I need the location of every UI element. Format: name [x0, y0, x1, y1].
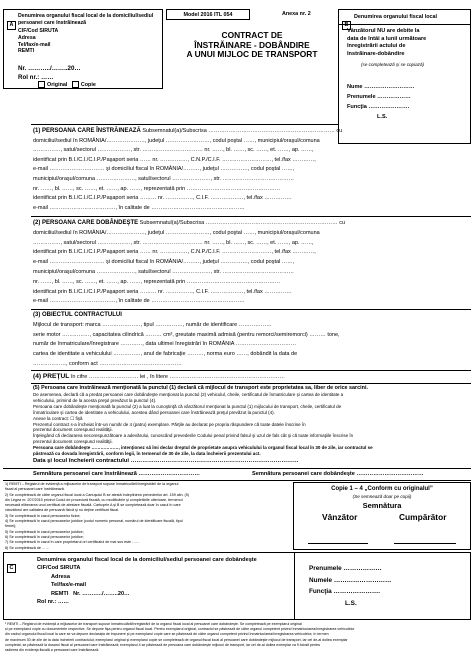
- section-2-line-6[interactable]: nr. ……, bl. ……, sc. ……, et. ……, ap. ……, reprezentată prin ……………………………………………: [33, 278, 281, 285]
- section-3-title: (3) OBIECTUL CONTRACTULUI: [33, 312, 122, 318]
- box-a-rol[interactable]: Rol nr.: ……: [18, 74, 54, 81]
- box-b-function-field[interactable]: Funcţia ………………….: [347, 104, 410, 110]
- box-a-seller-fiscal-office: [3, 9, 163, 89]
- note-line-10: 6) Se completează în cazul persoanelor juridice;: [5, 534, 84, 539]
- section-5-para-8: Înţelegând că declararea necorespunzătoare a adevărului, cunoscând prevederile Codului penal privind falsul şi uzul de fals cât şi că toate informaţiile înscrise în: [33, 433, 354, 439]
- note-line-3: din Legea nr. 207/2015 privind Codul de procedură fiscală, cu modificările şi completările ulterioare, termenul: [5, 497, 183, 502]
- copy-conform-sub: (Se semnează doar pe copii): [352, 494, 412, 499]
- box-c-nr[interactable]: Nr. ………../……..20…: [73, 590, 130, 597]
- buyer-signature[interactable]: Semnătura persoanei care dobândeşte ………………………………: [252, 471, 424, 477]
- contract-title-line-1: CONTRACT DE: [221, 30, 283, 40]
- box-b-letter: B: [342, 21, 351, 30]
- box-c-contact: Tel/fax/e-mail: [51, 582, 87, 589]
- note-line-7: 4) Se completează în cazul persoanelor juridice (codul numeric personal, numărul de identificare fiscală, tipul: [5, 519, 183, 524]
- box-c-rol[interactable]: Rol nr.: ……: [37, 599, 70, 606]
- copie-checkbox[interactable]: [72, 81, 79, 88]
- section-1-line-1[interactable]: domiciliul/sediul în ROMÂNIA/…………………, judeţul ……………………, codul poştal ……, municipiul/oraşul/comuna: [33, 137, 320, 144]
- note-line-9: 5) Se completează în cazul persoanelor juridice;: [5, 529, 84, 534]
- section-4-title: (4) PREŢUL: [33, 373, 70, 380]
- box-c-name-field[interactable]: Numele ………………………: [309, 576, 392, 584]
- box-a-line-1: Denumirea organului fiscal local de la domiciliul/sediul persoanei care înstrăinează: [18, 13, 154, 26]
- footer-line-0: ¹ REMTI – Registrul de evidenţă a mijloacelor de transport supuse înmatriculării/înregistrării de la organul fiscal local al persoanei care dobândeşte. Se completează pe exemplarul original: [5, 622, 302, 626]
- section-5-para-11: păstrează cu dovada înregistrării, conform legii, în termenul de 30 de zile, la data încheierii prezentului act.: [33, 451, 261, 457]
- section-1-line-4[interactable]: e-mail ………………………… şi domiciliul fiscal în ROMÂNIA/………, judeţul ……………, codul poştal ……,: [33, 166, 295, 173]
- note-line-6: 3) Se completează în cazul persoanelor fizice;: [5, 513, 81, 518]
- section-1-line-2[interactable]: ……………, satul/sectorul ………………, str. …………………………… nr. ……, bl. ……, sc. ……, et. ……, ap. ……,: [33, 147, 314, 154]
- copy-conform-title: Copie 1 – 4 „Conform cu originalul”: [331, 486, 433, 492]
- box-c-remti: REMTI: [51, 590, 69, 597]
- section-5-para-2: vehiculului, primind de la acesta preţul prevăzut la punctul (4).: [33, 397, 157, 403]
- section-2-line-7[interactable]: identificat prin B.I./C.I./C.I.P./Paşaport seria ……… nr. ……………, C.I.F. ………………, tel./fax ……………: [33, 288, 292, 295]
- section-3-line-2[interactable]: număr de înmatriculare/înregistrare …………, data ultimei înregistrări în ROMÂNIA ……………………………: [33, 341, 297, 348]
- box-a-cif: CIF/Cod SIRUTA: [18, 28, 59, 34]
- box-b-note: (se completează şi se copiază): [361, 62, 425, 67]
- note-line-5: vânzătorul are calitatea de persoană fizică şi nu deţine certificat fiscal.: [5, 508, 120, 513]
- copy-buyer-sign-line[interactable]: [394, 543, 456, 544]
- section-3-line-0[interactable]: Mijlocul de transport: marca …………………, tipul ……………, număr de identificare ………………: [33, 321, 272, 328]
- note-line-12: 8) Se completează de ……: [5, 545, 50, 550]
- box-a-nr[interactable]: Nr. ………../……..20…: [18, 65, 81, 72]
- section-1-title: (1) PERSOANA CARE ÎNSTRĂINEAZĂ: [33, 128, 141, 134]
- section-1-line-5[interactable]: municipiul/oraşul/comuna …………………, satul/sectorul …………………, str. …………………………………: [33, 175, 294, 182]
- box-a-remti: REMTI: [18, 48, 35, 55]
- note-line-1: fiscal al persoanei care înstrăinează.: [5, 487, 65, 492]
- box-b-line-2: data de întâi a lunii următoare: [347, 35, 427, 42]
- footer-line-5: radierea din evidenţa fiscală a persoanei care înstrăinează.: [5, 648, 100, 653]
- section-3-line-1[interactable]: serie motor ……………, capacitatea cilindrică ……… cm³, greutate maximă admisă (pentru remorci/semiremorci) ……… tone,: [33, 331, 340, 338]
- contract-title-line-3: A UNUI MIJLOC DE TRANSPORT: [186, 49, 318, 59]
- section-2-line-5[interactable]: municipiul/oraşul/comuna …………………, satul/sectorul …………………, str. …………………………………: [33, 268, 294, 275]
- section-5-para-10: Persoana care dobândeşte ………………, intenţionez să îmi declar dreptul de proprietate asupra vehiculului la organul fiscal local în 30 de zile, iar contractul se: [33, 445, 373, 451]
- note-line-2: 2) Se completează de către organul fiscal local a Cartuşului B se atestă îndeplinirea prevederilor art. 159 alin. (5): [5, 492, 190, 497]
- section-1-line-8[interactable]: e-mail ………………………………, în calitate de ……………………………………………: [33, 204, 245, 211]
- contract-title-line-2: ÎNSTRĂINARE - DOBÂNDIRE: [194, 39, 310, 50]
- copie-label: Copie: [80, 81, 96, 88]
- box-c-letter: C: [7, 564, 16, 573]
- seller-signature[interactable]: Semnătura persoanei care înstrăinează ……………………………: [33, 471, 200, 477]
- box-c-firstname-field[interactable]: Prenumele ………………: [309, 565, 382, 572]
- section-2-line-3[interactable]: identificat prin B.I./C.I./C.I.P./Paşaport seria …… nr. ……………, C.N.P./C.I.F. ………………………, tel./fax …………,: [33, 249, 316, 256]
- anexa-label: Anexa nr. 2: [282, 11, 311, 17]
- section-3-line-3[interactable]: cartea de identitate a vehiculului ……………, anul de fabricaţie ………, norma euro ……, dobândit la data de: [33, 351, 298, 358]
- section-2-line-2[interactable]: ……………, satul/sectorul ………………, str. …………………………… nr. ……, bl. ……, sc. ……, et. ……, ap. ……,: [33, 239, 314, 246]
- footer-line-2: din cadrul organului fiscal local la care se va depune declaraţia de impunere şi pe exemplarul copie care se păstrează de către organul competent privind înmatricularea/înregistrarea vehiculelor, în termen: [5, 632, 329, 637]
- box-c-function-field[interactable]: Funcţia ………………….: [309, 588, 381, 595]
- section-2-line-1[interactable]: domiciliul/sediul în ROMÂNIA/…………………, judeţul ……………………, codul poştal ……, municipiul/oraşul/comuna: [33, 229, 320, 236]
- box-b-stamp-field[interactable]: L.S.: [377, 114, 388, 120]
- box-c-address: Adresa: [51, 573, 70, 580]
- model-label-box: [166, 9, 250, 20]
- section-1-line-0[interactable]: Subsemnatul(a)/Subscrisa …………………………………………………………… cu: [142, 128, 343, 134]
- section-2-title: (2) PERSOANA CARE DOBÂNDEŞTE: [33, 220, 139, 226]
- section-2-line-0[interactable]: Subsemnatul(a)/Subscrisa ……………………………………………………………… cu: [139, 220, 346, 226]
- original-checkbox[interactable]: [38, 81, 45, 88]
- section-1-line-7[interactable]: identificat prin B.I./C.I./C.I.P./Paşaport seria ……… nr. ……………, C.I.F. ………………, tel./fax ……………: [33, 195, 292, 202]
- box-b-line-3: înregistrării actului de: [347, 43, 406, 50]
- section-5-para-6: Prezentul contract s-a încheiat într-un număr de 4 (patru) exemplare. Părţile au declarat pe propria răspundere că toate datele înscrise în: [33, 421, 306, 427]
- copy-conform-box: [293, 482, 471, 550]
- copy-buyer-label: Cumpărător: [399, 512, 447, 522]
- section-5-para-9: prezentul document corespund realităţii.: [33, 439, 113, 445]
- section-3-line-4[interactable]: ………………, conform act ………………………………………: [33, 360, 182, 367]
- copy-seller-sign-line[interactable]: [308, 543, 368, 544]
- note-line-4: necesară eliberarea unui certificat de atestare fiscală. Cartuşele A şi B se completează doar în cazul în care: [5, 503, 181, 508]
- box-c-line-1: Denumirea organului fiscal local de la domiciliul/sediul persoanei care dobândeşte: [37, 557, 257, 563]
- footer-line-1: și pe exemplarul copie cu documentele respective. Se depune fişa pentru organul fiscal local. Pentru exemplarul original, contractul se păstrează de către organul competent privind înmatricularea/înregistrarea vehiculelor: [5, 627, 355, 632]
- section-4-price[interactable]: în cifre ……………………… lei , în litere ………………………………………………………: [70, 374, 286, 380]
- model-label: Model 2016 ITL 054: [183, 12, 233, 18]
- box-b-name-field[interactable]: Nume ………………………: [347, 84, 415, 90]
- section-5-para-1: De asemenea, declară că a predat persoanei care dobândeşte menţionat la punctul (2) vehiculul, cheile, certificatul de înmatriculare şi cartea de identitate a: [33, 392, 344, 397]
- box-b-firstname-field[interactable]: Prenumele ………………: [347, 94, 411, 100]
- section-2-line-4[interactable]: e-mail ………………………… şi domiciliul fiscal în ROMÂNIA/………, judeţul ……………, codul poştal ……,: [33, 259, 295, 266]
- contract-date-place[interactable]: Data şi locul încheierii contractului ……………………………………………………………………………: [33, 458, 299, 464]
- note-line-11: 7) Se completează în cazul în care proprietarul ori certificatul de mai sus este ……: [5, 540, 140, 545]
- original-label: Original: [47, 81, 68, 88]
- section-5-para-7: prezentul document corespund realităţii.: [33, 427, 113, 433]
- box-a-contact: Tel/fax/e-mail: [18, 41, 51, 48]
- section-1-line-6[interactable]: nr. ……, bl. ……, sc. ……, et. ……, ap. ……, reprezentată prin ……………………………………………: [33, 185, 281, 192]
- box-b-line-1: Vânzătorul NU are debite la: [347, 28, 420, 34]
- box-c-stamp-field[interactable]: L.S.: [345, 599, 357, 607]
- footer-line-4: completat, se păstrează la dosarul fiscal al persoanei care înstrăinează; exemplarul 4 se păstrează de persoana care dobândeşte mijlocul de transport, iar cel de-al doilea exemplar va fi folosit pentru: [5, 642, 321, 647]
- section-1-line-3[interactable]: identificat prin B.I./C.I./C.I.P./Paşaport seria …… nr. ……………, C.N.P./C.I.F. ………………………, tel./fax …………,: [33, 156, 316, 163]
- section-5-para-0: (5) Persoana care înstrăinează menţionată la punctul (1) declară că mijlocul de transport este proprietatea sa, liber de orice sarcini.: [33, 385, 368, 391]
- section-5-para-3: Persoana care dobândeşte menţionată la punctul (2) a luat la cunoştinţă că vânzătorul menţionat la punctul (1) mijlocului de transport, cheile, certificatul de: [33, 403, 342, 409]
- note-line-8: firmei);: [5, 524, 17, 529]
- box-b-line-4: înstrăinare-dobândire: [347, 50, 405, 57]
- box-c-cif: CIF/Cod SIRUTA: [37, 565, 81, 572]
- section-2-line-8[interactable]: e-mail ………………………………, în calitate de ……………………………………………: [33, 298, 245, 305]
- box-c-buyer-fiscal-office: [3, 552, 471, 620]
- copy-signature-label: Semnătura: [362, 501, 402, 510]
- section-5-para-5: Anexe la contract: ☐ fişă: [33, 415, 83, 421]
- note-line-0: 1) REMTI – Registrul de evidenţă a mijloacelor de transport supuse înmatriculării/înregistrării de la organul: [5, 482, 179, 486]
- copy-seller-label: Vânzător: [322, 512, 358, 522]
- box-a-letter: A: [7, 21, 16, 30]
- footer-line-3: de maximum 30 de zile de la data încheierii contractului; exemplarul original şi exemplarul copie se completează de organul fiscal local al persoanei care dobândeşte mijlocul de transport, iar cel de-al doilea exemplar: [5, 637, 348, 642]
- section-5-para-4: înmatriculare şi cartea de identitate a vehiculului, acestea dând persoanei care înstrăinează preţul prevăzut la punctul (4).: [33, 409, 275, 415]
- box-b-title: Denumirea organului fiscal local: [354, 14, 437, 20]
- box-a-address: Adresa: [18, 34, 36, 41]
